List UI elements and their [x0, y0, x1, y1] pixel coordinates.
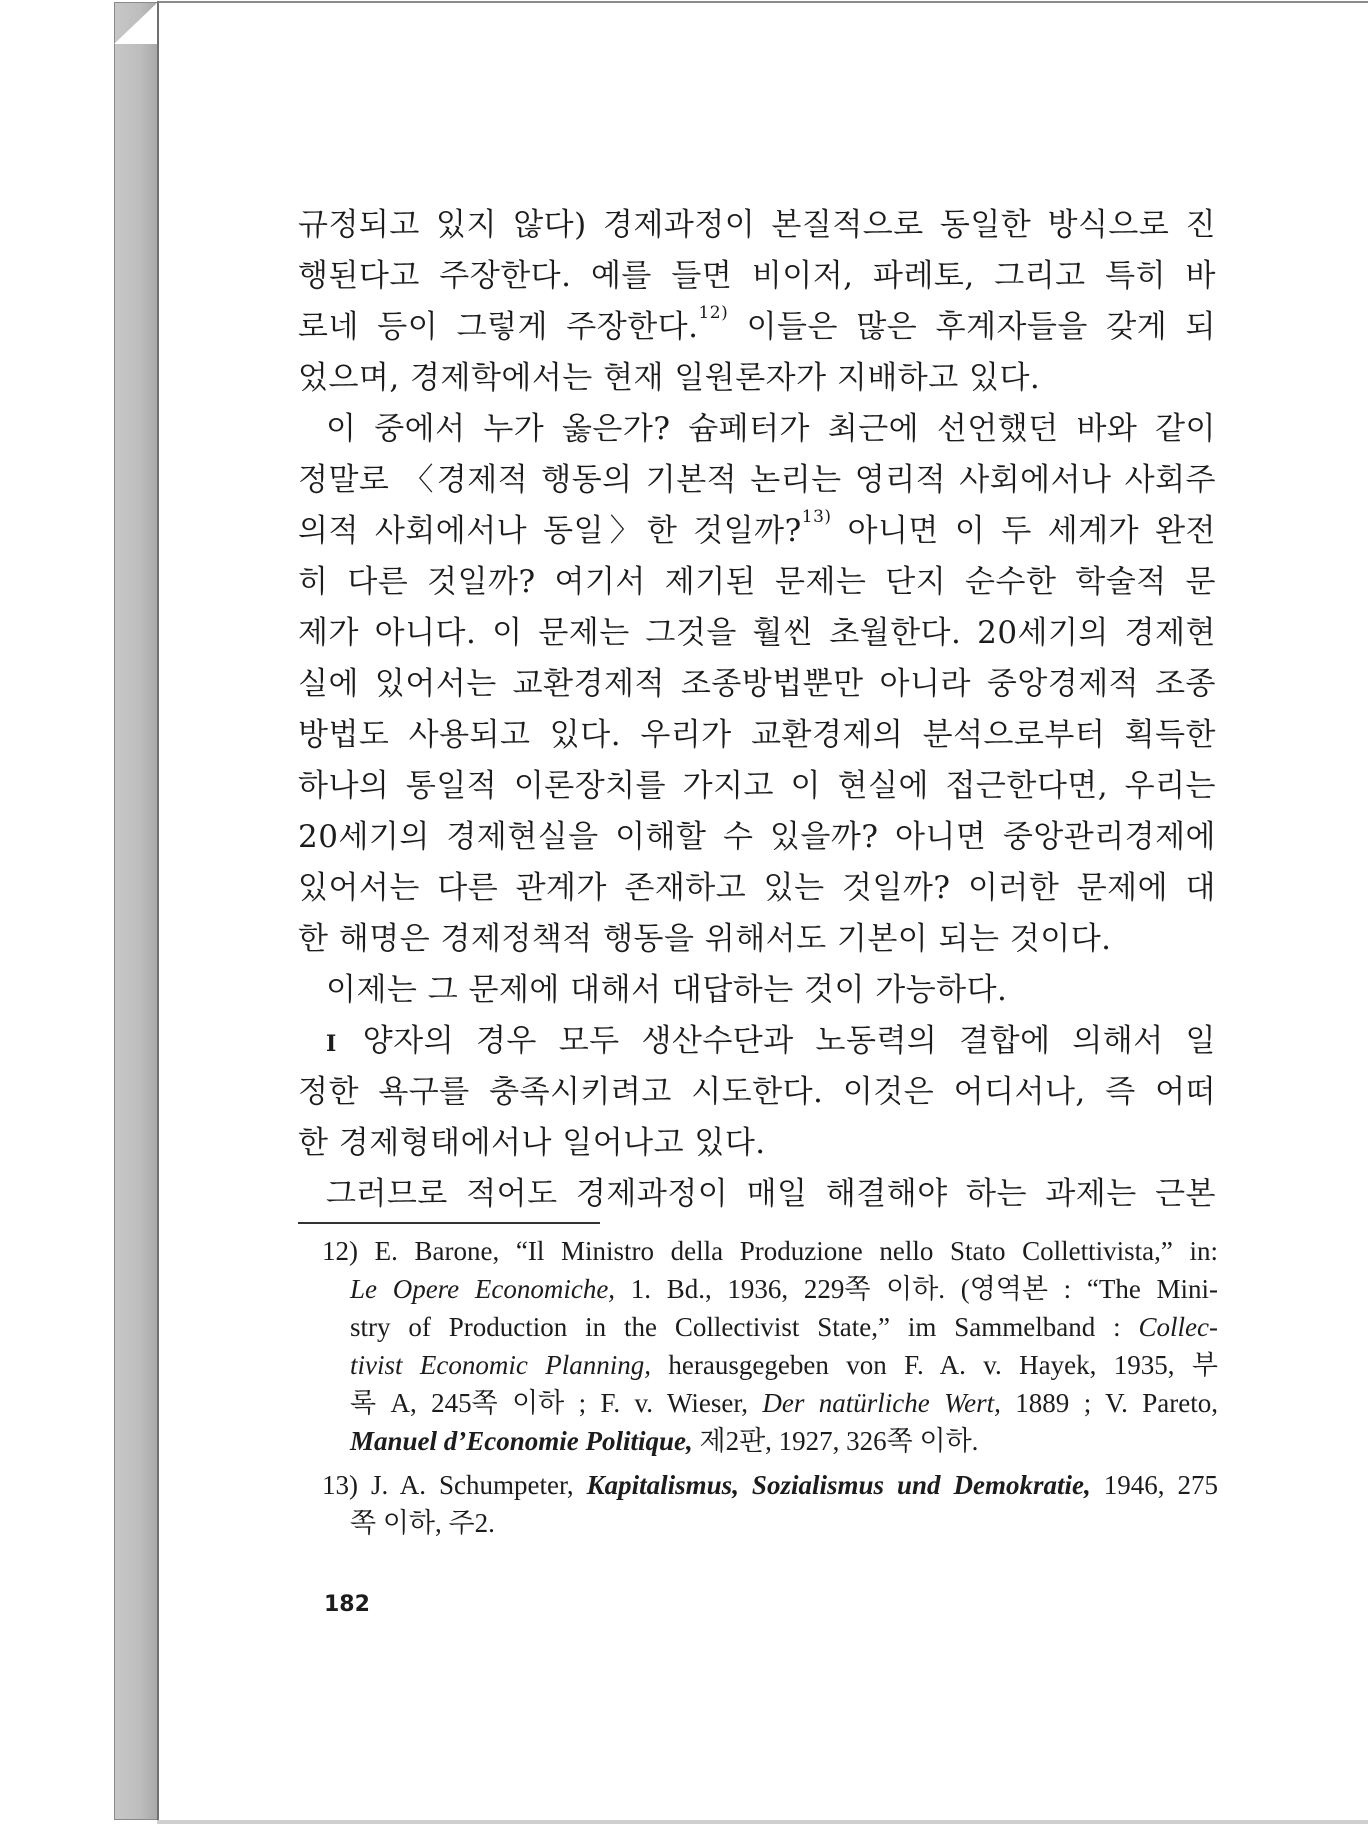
body-line: 정한 욕구를 충족시키려고 시도한다. 이것은 어디서나, 즉 어떠 — [298, 1074, 1216, 1110]
footnotes — [322, 1232, 1218, 1542]
body-line: 이 중에서 누가 옳은가? 슘페터가 최근에 선언했던 바와 같이 — [326, 411, 1216, 447]
book-page-stack-edge — [114, 2, 158, 1820]
body-line: 하나의 통일적 이론장치를 가지고 이 현실에 접근한다면, 우리는 — [298, 768, 1216, 804]
footnote-text: 록 A, 245쪽 이하 ; F. v. Wieser, — [350, 1388, 763, 1418]
body-text-span: 이들은 많은 후계자들을 갖게 되 — [728, 309, 1216, 345]
footnote-12-line — [322, 1422, 1218, 1460]
body-line: 한 해명은 경제정책적 행동을 위해서도 기본이 되는 것이다. — [298, 921, 1112, 957]
body-line: 었으며, 경제학에서는 현재 일원론자가 지배하고 있다. — [298, 360, 1041, 396]
body-text-span: 아니면 이 두 세계가 완전 — [831, 513, 1217, 549]
book-title: tivist Economic Planning, — [350, 1350, 651, 1380]
footnote-12-line — [322, 1308, 1218, 1346]
footnote-12-line — [322, 1384, 1218, 1422]
section-numeral: I — [326, 1031, 337, 1057]
footnote-ref-12: 12) — [698, 302, 729, 323]
body-line: 정말로 〈경제적 행동의 기본적 논리는 영리적 사회에서나 사회주 — [298, 462, 1216, 498]
body-text-span: 로네 등이 그렇게 주장한다. — [298, 309, 699, 345]
book-title: Kapitalismus, Sozialismus und Demokratie, — [586, 1470, 1091, 1500]
body-line: 한 경제형태에서나 일어나고 있다. — [298, 1125, 766, 1161]
body-line: 그러므로 적어도 경제과정이 매일 해결해야 하는 과제는 근본 — [326, 1176, 1216, 1212]
footnote-12-line: 12) E. Barone, “Il Ministro della Produzione nello Stato Collettivista,” in: — [322, 1236, 1218, 1266]
footnote-ref-13: 13) — [801, 506, 832, 527]
book-title: Der natürliche Wert, — [762, 1388, 1001, 1418]
book-title: Collec- — [1138, 1312, 1218, 1342]
book-title: Le Opere Economiche, — [350, 1274, 616, 1304]
footnote-text: 제2판, 1927, 326쪽 이하. — [692, 1426, 979, 1456]
page-bottom-shadow — [157, 1820, 1368, 1824]
body-line — [298, 1016, 1216, 1067]
footnote-13-line: 쪽 이하, 주2. — [350, 1508, 495, 1538]
body-line: 행된다고 주장한다. 예를 들면 비이저, 파레토, 그리고 특히 바 — [298, 258, 1216, 294]
footnote-12-line — [322, 1346, 1218, 1384]
body-text-span: 의적 사회에서나 동일〉한 것일까? — [298, 513, 802, 549]
body-text-span: 양자의 경우 모두 생산수단과 노동력의 결합에 의해서 일 — [362, 1023, 1216, 1059]
footnote-text: herausgegeben von F. A. v. Hayek, 1935, 부 — [651, 1350, 1219, 1380]
footnote-text: 1. Bd., 1936, 229쪽 이하. (영역본 : “The Mini- — [615, 1274, 1218, 1304]
body-line — [298, 506, 1216, 557]
footnote-12-line — [322, 1270, 1218, 1308]
body-line: 이제는 그 문제에 대해서 대답하는 것이 가능하다. — [326, 972, 1008, 1008]
body-line: 20세기의 경제현실을 이해할 수 있을까? 아니면 중앙관리경제에 — [298, 819, 1216, 855]
body-line: 제가 아니다. 이 문제는 그것을 훨씬 초월한다. 20세기의 경제현 — [298, 615, 1216, 651]
body-line: 규정되고 있지 않다) 경제과정이 본질적으로 동일한 방식으로 진 — [298, 207, 1216, 243]
footnote-13-line — [322, 1466, 1218, 1504]
page-number: 182 — [324, 1592, 370, 1617]
body-text — [298, 200, 1216, 1220]
footnote-text: stry of Production in the Collectivist State,” im Sammelband : — [350, 1312, 1139, 1342]
body-line: 방법도 사용되고 있다. 우리가 교환경제의 분석으로부터 획득한 — [298, 717, 1216, 753]
body-line: 히 다른 것일까? 여기서 제기된 문제는 단지 순수한 학술적 문 — [298, 564, 1216, 600]
body-line — [298, 302, 1216, 353]
footnote-text: 1889 ; V. Pareto, — [1000, 1388, 1218, 1418]
footnote-text: 1946, 275 — [1090, 1470, 1219, 1500]
footnote-text: 13) J. A. Schumpeter, — [322, 1470, 587, 1500]
footnote-separator — [298, 1222, 600, 1224]
book-title: Manuel d’Economie Politique, — [350, 1426, 693, 1456]
body-line: 있어서는 다른 관계가 존재하고 있는 것일까? 이러한 문제에 대 — [298, 870, 1216, 906]
body-line: 실에 있어서는 교환경제적 조종방법뿐만 아니라 중앙경제적 조종 — [298, 666, 1216, 702]
